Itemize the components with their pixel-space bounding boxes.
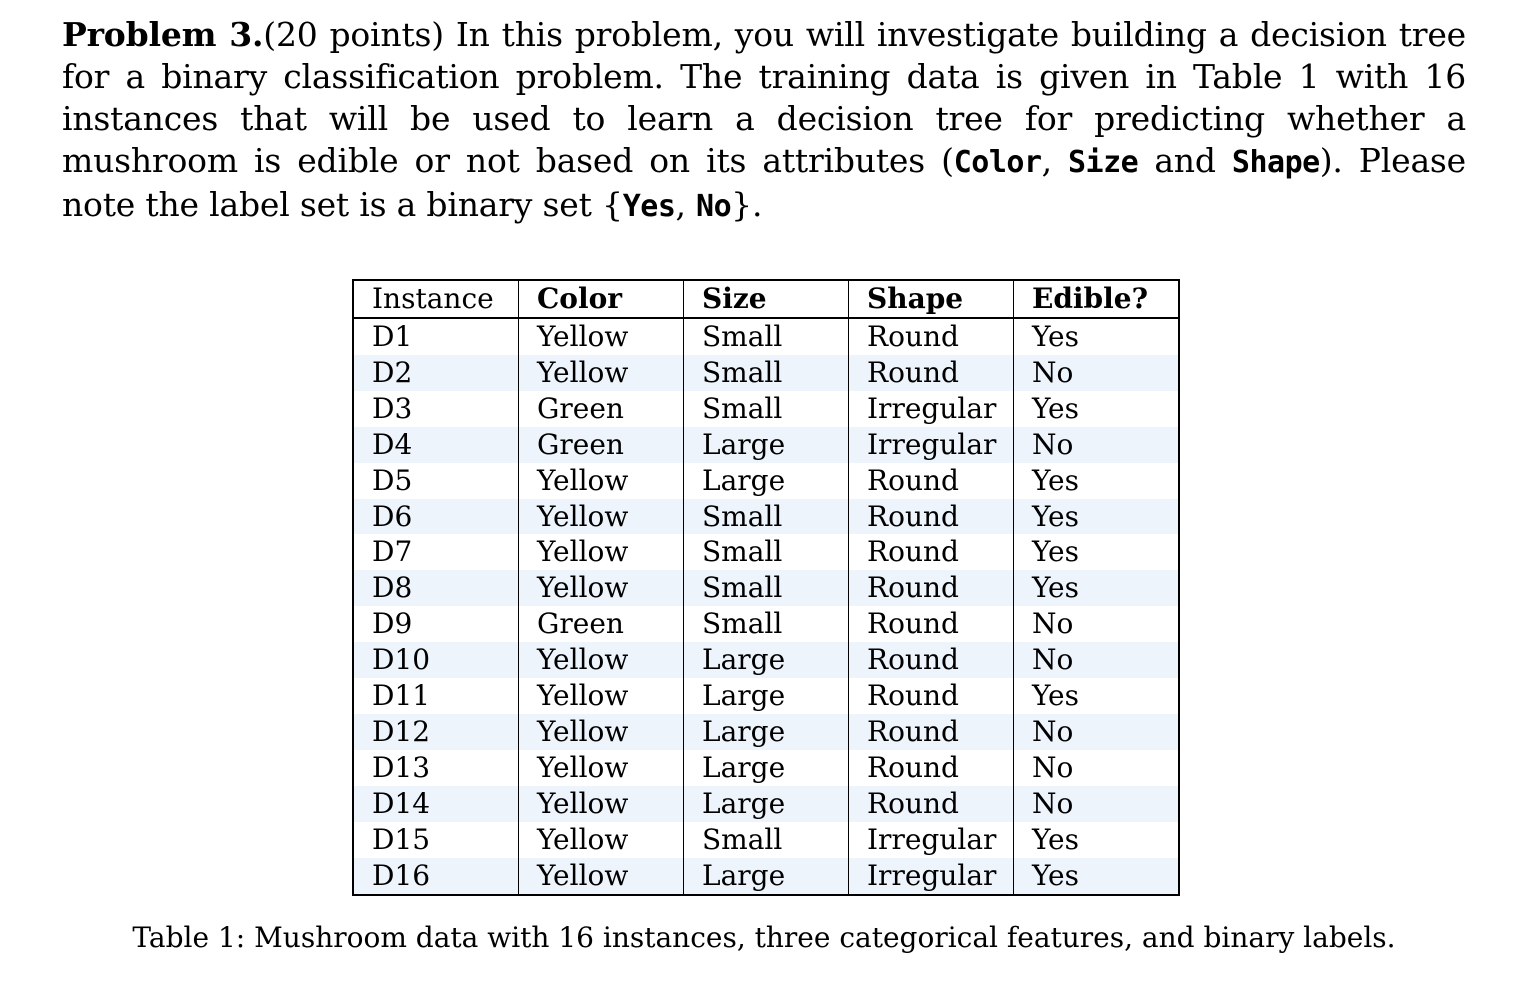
cell-instance: D5	[353, 463, 519, 499]
cell-size: Small	[684, 822, 849, 858]
table-row	[353, 499, 1179, 535]
cell-color: Green	[519, 391, 684, 427]
cell-size: Small	[684, 570, 849, 606]
cell-instance: D1	[353, 318, 519, 355]
cell-instance: D2	[353, 355, 519, 391]
cell-color: Yellow	[519, 534, 684, 570]
table-header-row	[353, 280, 1179, 318]
cell-size: Large	[684, 786, 849, 822]
cell-edible: Yes	[1014, 318, 1180, 355]
cell-edible: Yes	[1014, 534, 1180, 570]
cell-shape: Round	[849, 786, 1014, 822]
attribute-size: Size	[1067, 145, 1139, 180]
cell-instance: D14	[353, 786, 519, 822]
header-size: Size	[684, 280, 849, 318]
cell-color: Yellow	[519, 463, 684, 499]
cell-color: Yellow	[519, 499, 684, 535]
table-row	[353, 678, 1179, 714]
cell-shape: Irregular	[849, 858, 1014, 895]
table-row	[353, 822, 1179, 858]
cell-shape: Round	[849, 570, 1014, 606]
problem-points: (20 points)	[263, 15, 444, 54]
cell-shape: Round	[849, 499, 1014, 535]
separator-2: and	[1138, 141, 1232, 180]
cell-edible: Yes	[1014, 822, 1180, 858]
cell-edible: Yes	[1014, 499, 1180, 535]
cell-color: Yellow	[519, 786, 684, 822]
cell-size: Large	[684, 463, 849, 499]
table-caption: Table 1: Mushroom data with 16 instances, three categorical features, and binary labels.	[132, 921, 1396, 954]
table-row	[353, 427, 1179, 463]
cell-color: Yellow	[519, 318, 684, 355]
cell-edible: Yes	[1014, 678, 1180, 714]
cell-shape: Round	[849, 714, 1014, 750]
cell-size: Small	[684, 534, 849, 570]
cell-shape: Irregular	[849, 427, 1014, 463]
cell-size: Small	[684, 318, 849, 355]
cell-edible: No	[1014, 642, 1180, 678]
table-row	[353, 606, 1179, 642]
table-row	[353, 355, 1179, 391]
cell-color: Yellow	[519, 822, 684, 858]
header-edible: Edible?	[1014, 280, 1180, 318]
table-row	[353, 786, 1179, 822]
problem-text-3: }.	[731, 185, 763, 224]
cell-color: Yellow	[519, 714, 684, 750]
cell-shape: Round	[849, 678, 1014, 714]
table-row	[353, 463, 1179, 499]
cell-size: Small	[684, 606, 849, 642]
problem-statement	[62, 14, 1466, 228]
cell-edible: Yes	[1014, 463, 1180, 499]
table-row	[353, 318, 1179, 355]
cell-instance: D12	[353, 714, 519, 750]
cell-size: Large	[684, 427, 849, 463]
cell-color: Yellow	[519, 642, 684, 678]
cell-size: Large	[684, 750, 849, 786]
cell-instance: D11	[353, 678, 519, 714]
cell-instance: D3	[353, 391, 519, 427]
cell-shape: Round	[849, 355, 1014, 391]
table-row	[353, 714, 1179, 750]
cell-color: Yellow	[519, 678, 684, 714]
problem-text-2: ). Please note the label set is a binary set {	[62, 141, 1466, 224]
table-body	[353, 318, 1179, 895]
table-row	[353, 534, 1179, 570]
cell-shape: Irregular	[849, 822, 1014, 858]
problem-heading: Problem 3.	[62, 15, 264, 54]
cell-instance: D9	[353, 606, 519, 642]
cell-instance: D13	[353, 750, 519, 786]
cell-edible: No	[1014, 786, 1180, 822]
cell-instance: D7	[353, 534, 519, 570]
cell-size: Large	[684, 642, 849, 678]
cell-size: Large	[684, 714, 849, 750]
label-yes: Yes	[622, 189, 676, 224]
cell-size: Large	[684, 858, 849, 895]
cell-edible: Yes	[1014, 391, 1180, 427]
cell-edible: Yes	[1014, 570, 1180, 606]
cell-instance: D8	[353, 570, 519, 606]
cell-color: Yellow	[519, 570, 684, 606]
cell-shape: Irregular	[849, 391, 1014, 427]
header-color: Color	[519, 280, 684, 318]
cell-size: Small	[684, 355, 849, 391]
attribute-color: Color	[953, 145, 1042, 180]
separator-1: ,	[1041, 141, 1068, 180]
cell-shape: Round	[849, 606, 1014, 642]
table-row	[353, 750, 1179, 786]
cell-color: Yellow	[519, 750, 684, 786]
attribute-shape: Shape	[1231, 145, 1320, 180]
cell-edible: Yes	[1014, 858, 1180, 895]
mushroom-table	[352, 279, 1180, 896]
cell-instance: D6	[353, 499, 519, 535]
cell-color: Green	[519, 606, 684, 642]
cell-size: Small	[684, 499, 849, 535]
header-shape: Shape	[849, 280, 1014, 318]
cell-shape: Round	[849, 534, 1014, 570]
table-row	[353, 391, 1179, 427]
cell-edible: No	[1014, 750, 1180, 786]
cell-shape: Round	[849, 318, 1014, 355]
cell-color: Green	[519, 427, 684, 463]
cell-edible: No	[1014, 427, 1180, 463]
problem-text-1: In this problem, you will investigate building a decision tree for a binary classification problem. The training data is given in Table 1 with 16 instances that will be used to learn a decision tree for predicting whether a mushroom is edible or not based on its attributes (	[62, 15, 1466, 180]
cell-size: Small	[684, 391, 849, 427]
cell-color: Yellow	[519, 355, 684, 391]
header-instance: Instance	[353, 280, 519, 318]
cell-instance: D15	[353, 822, 519, 858]
table-row	[353, 570, 1179, 606]
cell-shape: Round	[849, 463, 1014, 499]
cell-size: Large	[684, 678, 849, 714]
cell-instance: D16	[353, 858, 519, 895]
cell-edible: No	[1014, 606, 1180, 642]
separator-3: ,	[675, 185, 697, 224]
table-row	[353, 642, 1179, 678]
cell-edible: No	[1014, 355, 1180, 391]
cell-edible: No	[1014, 714, 1180, 750]
cell-instance: D10	[353, 642, 519, 678]
label-no: No	[696, 189, 732, 224]
cell-instance: D4	[353, 427, 519, 463]
table-row	[353, 858, 1179, 895]
cell-color: Yellow	[519, 858, 684, 895]
cell-shape: Round	[849, 750, 1014, 786]
cell-shape: Round	[849, 642, 1014, 678]
